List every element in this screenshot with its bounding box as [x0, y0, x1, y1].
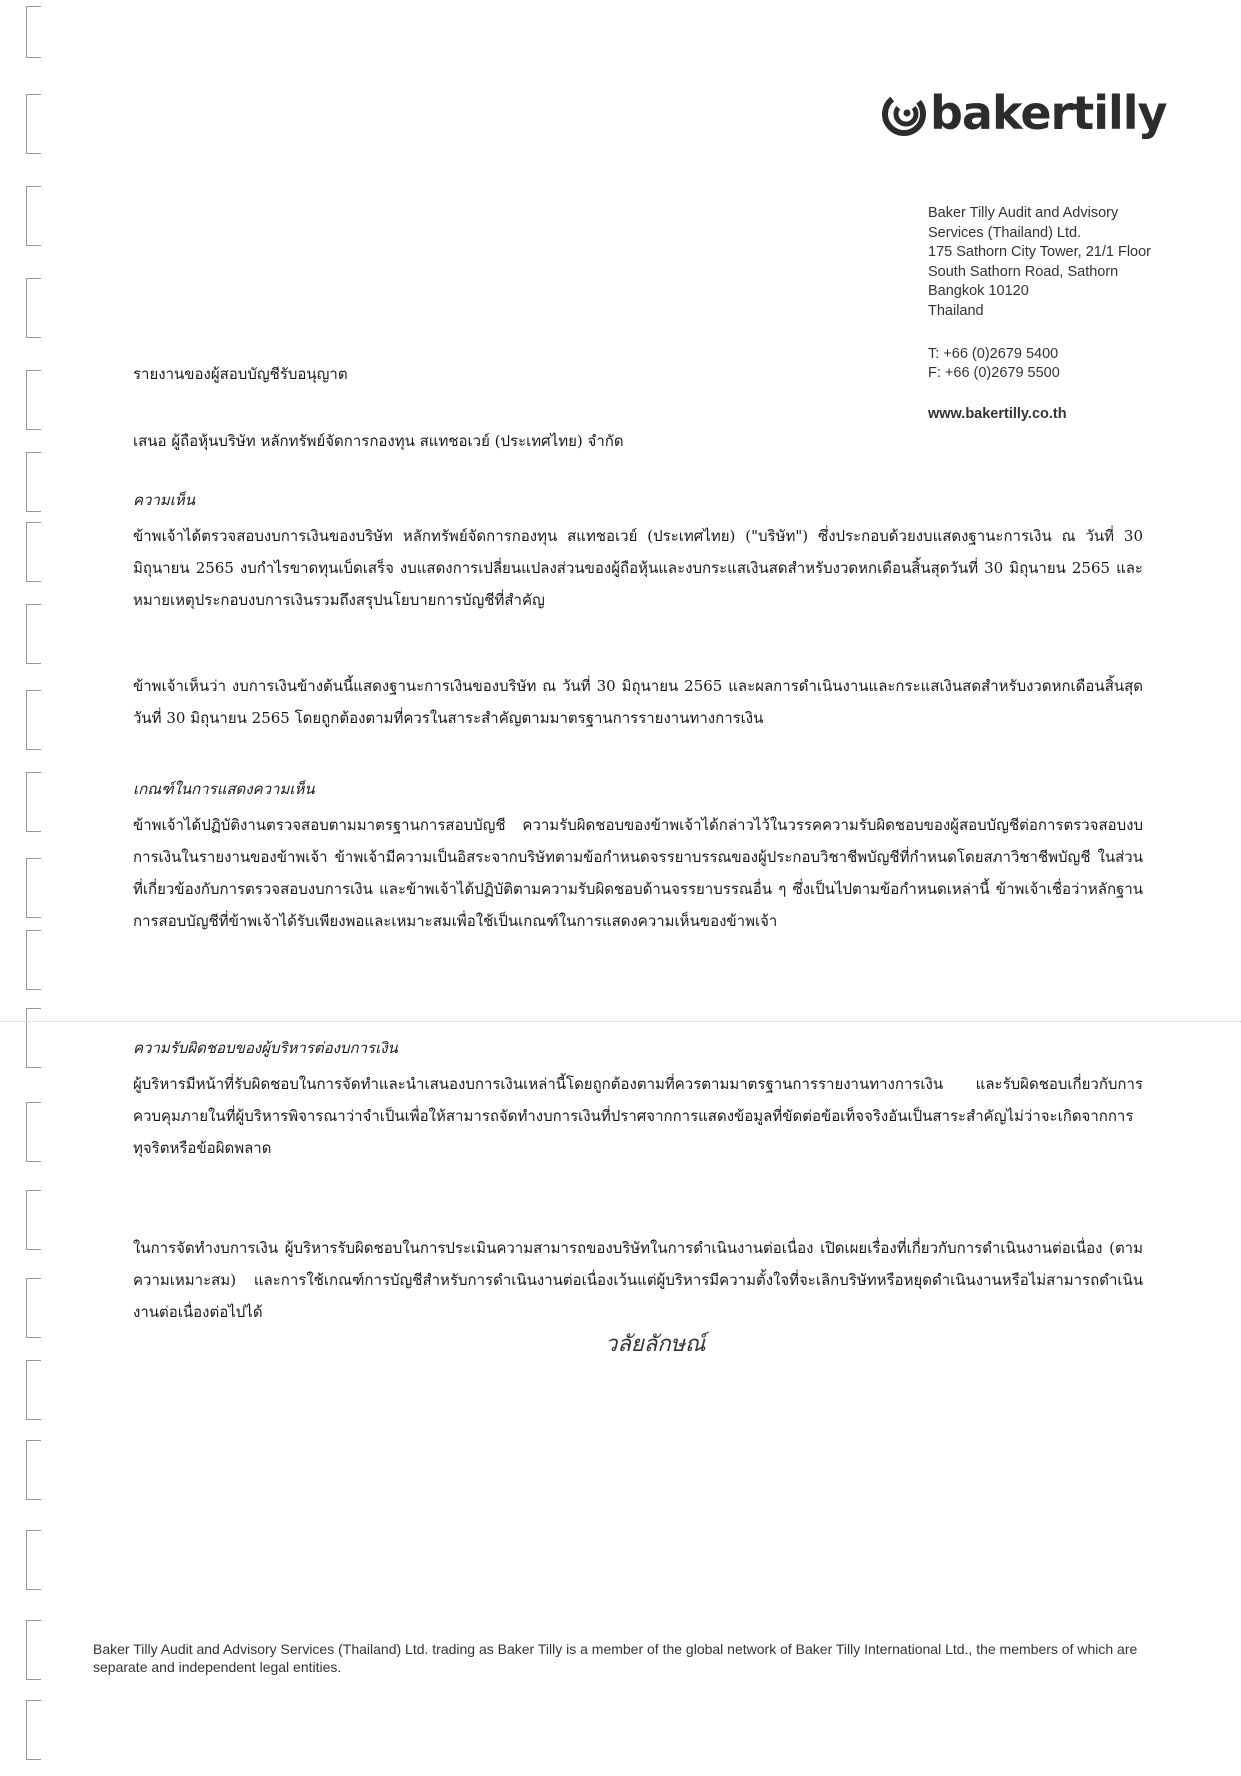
address-line: Services (Thailand) Ltd. — [928, 224, 1082, 241]
website-link[interactable]: www.bakertilly.co.th — [928, 406, 1067, 422]
contact-info — [928, 345, 1060, 383]
opinion-heading: ความเห็น — [133, 491, 196, 509]
binder-mark — [26, 1190, 41, 1250]
binder-margin — [26, 0, 56, 1776]
responsibility-paragraph: ผู้บริหารมีหน้าที่รับผิดชอบในการจัดทำและนำเสนองบการเงินเหล่านี้โดยถูกต้องตามที่ควรตามมาตรฐานการรายงานทางการเงิน และรับผิดชอบเกี่ยวกับการควบคุมภายในที่ผู้บริหารพิจารณาว่าจำเป็นเพื่อให้สามารถจัดทำงบการเงินที่ปราศจากการแสดงข้อมูลที่ขัดต่อข้อเท็จจริงอันเป็นสาระสำคัญไม่ว่าจะเกิดจากการทุจริตหรือข้อผิดพลาด — [133, 1075, 1143, 1157]
binder-mark — [26, 1440, 41, 1500]
binder-mark — [26, 1530, 41, 1590]
binder-mark — [26, 522, 41, 582]
responsibility-section — [133, 1036, 1143, 1164]
binder-mark — [26, 186, 41, 246]
binder-mark — [26, 604, 41, 664]
opinion-paragraph: ข้าพเจ้าได้ตรวจสอบงบการเงินของบริษัท หลักทรัพย์จัดการกองทุน สแทชอเวย์ (ประเทศไทย) ("บริษัท") ซึ่งประกอบด้วยงบแสดงฐานะการเงิน ณ วันที่ 30 มิถุนายน 2565 งบกำไรขาดทุนเบ็ดเสร็จ งบแสดงการเปลี่ยนแปลงส่วนของผู้ถือหุ้นและงบกระแสเงินสดสำหรับงวดหกเดือนสิ้นสุดวันที่ 30 มิถุนายน 2565 และหมายเหตุประกอบงบการเงินรวมถึงสรุปนโยบายการบัญชีที่สำคัญ — [133, 527, 1143, 609]
address-line: Thailand — [928, 302, 984, 319]
binder-mark — [26, 452, 41, 512]
report-addressee: เสนอ ผู้ถือหุ้นบริษัท หลักทรัพย์จัดการกองทุน สแทชอเวย์ (ประเทศไทย) จำกัด — [133, 432, 624, 450]
binder-mark — [26, 1360, 41, 1420]
opinion-section-continued — [133, 670, 1143, 734]
binder-mark — [26, 370, 41, 430]
responsibility-heading: ความรับผิดชอบของผู้บริหารต่องบการเงิน — [133, 1039, 398, 1057]
binder-mark — [26, 690, 41, 750]
opinion-paragraph: ข้าพเจ้าเห็นว่า งบการเงินข้างต้นนี้แสดงฐานะการเงินของบริษัท ณ วันที่ 30 มิถุนายน 2565 และผลการดำเนินงานและกระแสเงินสดสำหรับงวดหกเดือนสิ้นสุดวันที่ 30 มิถุนายน 2565 โดยถูกต้องตามที่ควรในสาระสำคัญตามมาตรฐานการรายงานทางการเงิน — [133, 677, 1143, 727]
binder-mark — [26, 6, 41, 58]
basis-section — [133, 777, 1143, 937]
scan-divider — [0, 1021, 1241, 1022]
basis-heading: เกณฑ์ในการแสดงความเห็น — [133, 780, 315, 798]
handwritten-initials: วลัยลักษณ์ — [605, 1332, 706, 1357]
binder-mark — [26, 1278, 41, 1338]
logo-wordmark: bakertilly — [930, 86, 1167, 140]
address-line: Baker Tilly Audit and Advisory — [928, 205, 1119, 221]
binder-mark — [26, 278, 41, 338]
opinion-section — [133, 488, 1143, 616]
address-line: 175 Sathorn City Tower, 21/1 Floor — [928, 244, 1151, 260]
footer-disclaimer: Baker Tilly Audit and Advisory Services (Thailand) Ltd. trading as Baker Tilly is a member of the global network of Baker Tilly International Ltd., the members of which are separate and independent legal entities. — [93, 1641, 1138, 1675]
binder-mark — [26, 1102, 41, 1162]
company-address — [928, 204, 1228, 321]
binder-mark — [26, 1008, 41, 1068]
binder-mark — [26, 930, 41, 990]
binder-mark — [26, 772, 41, 832]
responsibility-section-continued — [133, 1232, 1143, 1328]
binder-mark — [26, 858, 41, 918]
address-line: South Sathorn Road, Sathorn — [928, 263, 1119, 280]
responsibility-paragraph: ในการจัดทำงบการเงิน ผู้บริหารรับผิดชอบในการประเมินความสามารถของบริษัทในการดำเนินงานต่อเนื่อง เปิดเผยเรื่องที่เกี่ยวกับการดำเนินงานต่อเนื่อง (ตามความเหมาะสม) และการใช้เกณฑ์การบัญชีสำหรับการดำเนินงานต่อเนื่องเว้นแต่ผู้บริหารมีความตั้งใจที่จะเลิกบริษัทหรือหยุดดำเนินงานหรือไม่สามารถดำเนินงานต่อเนื่องต่อไปได้ — [133, 1239, 1143, 1321]
binder-mark — [26, 1620, 41, 1680]
binder-mark — [26, 1700, 41, 1760]
phone-number: T: +66 (0)2679 5400 — [928, 346, 1059, 362]
bakertilly-swirl-icon — [882, 92, 926, 136]
basis-paragraph: ข้าพเจ้าได้ปฏิบัติงานตรวจสอบตามมาตรฐานการสอบบัญชี ความรับผิดชอบของข้าพเจ้าได้กล่าวไว้ในวรรคความรับผิดชอบของผู้สอบบัญชีต่อการตรวจสอบงบการเงินในรายงานของข้าพเจ้า ข้าพเจ้ามีความเป็นอิสระจากบริษัทตามข้อกำหนดจรรยาบรรณของผู้ประกอบวิชาชีพบัญชีที่กำหนดโดยสภาวิชาชีพบัญชี ในส่วนที่เกี่ยวข้องกับการตรวจสอบงบการเงิน และข้าพเจ้าได้ปฏิบัติตามความรับผิดชอบด้านจรรยาบรรณอื่น ๆ ซึ่งเป็นไปตามข้อกำหนดเหล่านี้ ข้าพเจ้าเชื่อว่าหลักฐานการสอบบัญชีที่ข้าพเจ้าได้รับเพียงพอและเหมาะสมเพื่อใช้เป็นเกณฑ์ในการแสดงความเห็นของข้าพเจ้า — [133, 816, 1143, 930]
fax-number: F: +66 (0)2679 5500 — [928, 365, 1060, 381]
binder-mark — [26, 94, 41, 154]
address-line: Bangkok 10120 — [928, 283, 1029, 299]
report-title: รายงานของผู้สอบบัญชีรับอนุญาต — [133, 365, 348, 383]
